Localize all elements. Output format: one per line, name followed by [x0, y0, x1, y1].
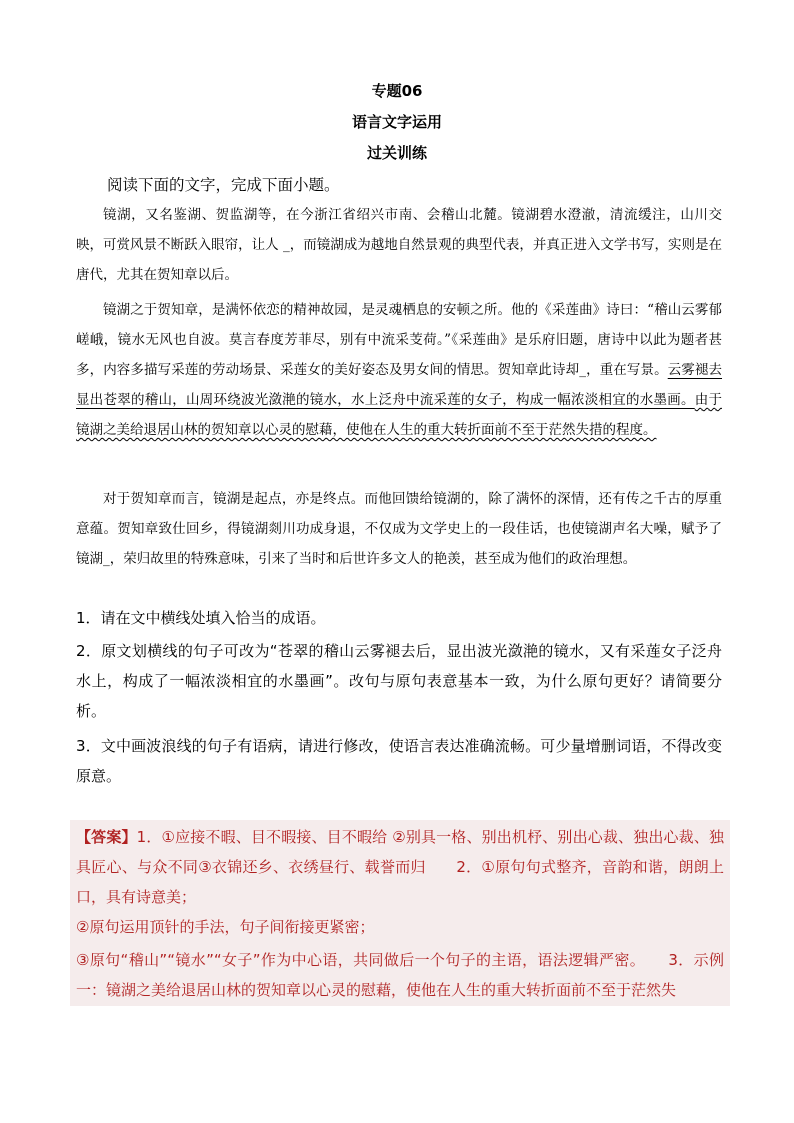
answer-line-2: ②原句运用顶针的手法，句子间衔接更紧密； [76, 918, 375, 936]
underlined-sentence: 云雾褪去显出苍翠的稽山，山周环绕波光潋滟的镜水，水上泛舟中流采莲的女子，构成一幅浓淡相宜的水墨画。 [76, 362, 723, 408]
answer-box [70, 820, 730, 1006]
question-1: 1．请在文中横线处填入恰当的成语。 [76, 609, 326, 627]
answer-line-3: ③原句“稽山”“镜水”“女子”作为中心语，共同做后一个句子的主语，语法逻辑严密。 3．示例一：镜湖之美给退居山林的贺知章以心灵的慰藉，使他在人生的重大转折面前不至于茫然失 [76, 951, 724, 999]
topic-number: 专题06 [371, 82, 423, 100]
question-2: 2．原文划横线的句子可改为“苍翠的稽山云雾褪去后，显出波光潋滟的镜水，又有采莲女子泛舟水上，构成了一幅浓淡相宜的水墨画”。改句与原句表意基本一致，为什么原句更好？请简要分析。 [76, 642, 722, 720]
passage-paragraph-2 [76, 295, 722, 445]
section-title: 过关训练 [366, 144, 427, 162]
paragraph-2-text: 镜湖之于贺知章，是满怀依恋的精神故园，是灵魂栖息的安顿之所。他的《采莲曲》诗曰：“稽山云雾郁嵯峨，镜水无风也自波。莫言春度芳菲尽，别有中流采芰荷。”《采莲曲》是乐府旧题，唐诗中以此为题者甚多，内容多描写采莲的劳动场景、采莲女的美好姿态及男女间的情思。贺知章此诗却_，重在写景。 [76, 302, 722, 378]
passage-paragraph-3: 对于贺知章而言，镜湖是起点，亦是终点。而他回馈给镜湖的，除了满怀的深情，还有传之千古的厚重意蕴。贺知章致仕回乡，得镜湖剡川功成身退，不仅成为文学史上的一段佳话，也使镜湖声名大噪，赋予了镜湖_，荣归故里的特殊意味，引来了当时和后世许多文人的艳羡，甚至成为他们的政治理想。 [76, 491, 722, 567]
topic-title: 语言文字运用 [351, 113, 442, 131]
wavy-underlined-sentence: 由于镜湖之美给退居山林的贺知章以心灵的慰藉，使他在人生的重大转折面前不至于茫然失措的程度。 [76, 392, 722, 438]
answer-text-1: 1．①应接不暇、目不暇接、目不暇给 ②别具一格、别出机杼、别出心裁、独出心裁、独具匠心、与众不同③衣锦还乡、衣绣昼行、载誉而归 2．①原句句式整齐，音韵和谐，朗朗上口，具有诗意美； [76, 828, 724, 906]
passage-paragraph-1: 镜湖，又名鉴湖、贺监湖等，在今浙江省绍兴市南、会稽山北麓。镜湖碧水澄澈，清流缓注，山川交映，可赏风景不断跃入眼帘，让人 _，而镜湖成为越地自然景观的典型代表，并真正进入文学书写，实则是在唐代，尤其在贺知章以后。 [76, 207, 722, 283]
answer-tag: 【答案】 [76, 828, 137, 846]
intro-instruction: 阅读下面的文字，完成下面小题。 [107, 176, 340, 194]
answer-line-1 [76, 822, 724, 912]
question-3: 3．文中画波浪线的句子有语病，请进行修改，使语言表达准确流畅。可少量增删词语，不得改变原意。 [76, 737, 722, 785]
